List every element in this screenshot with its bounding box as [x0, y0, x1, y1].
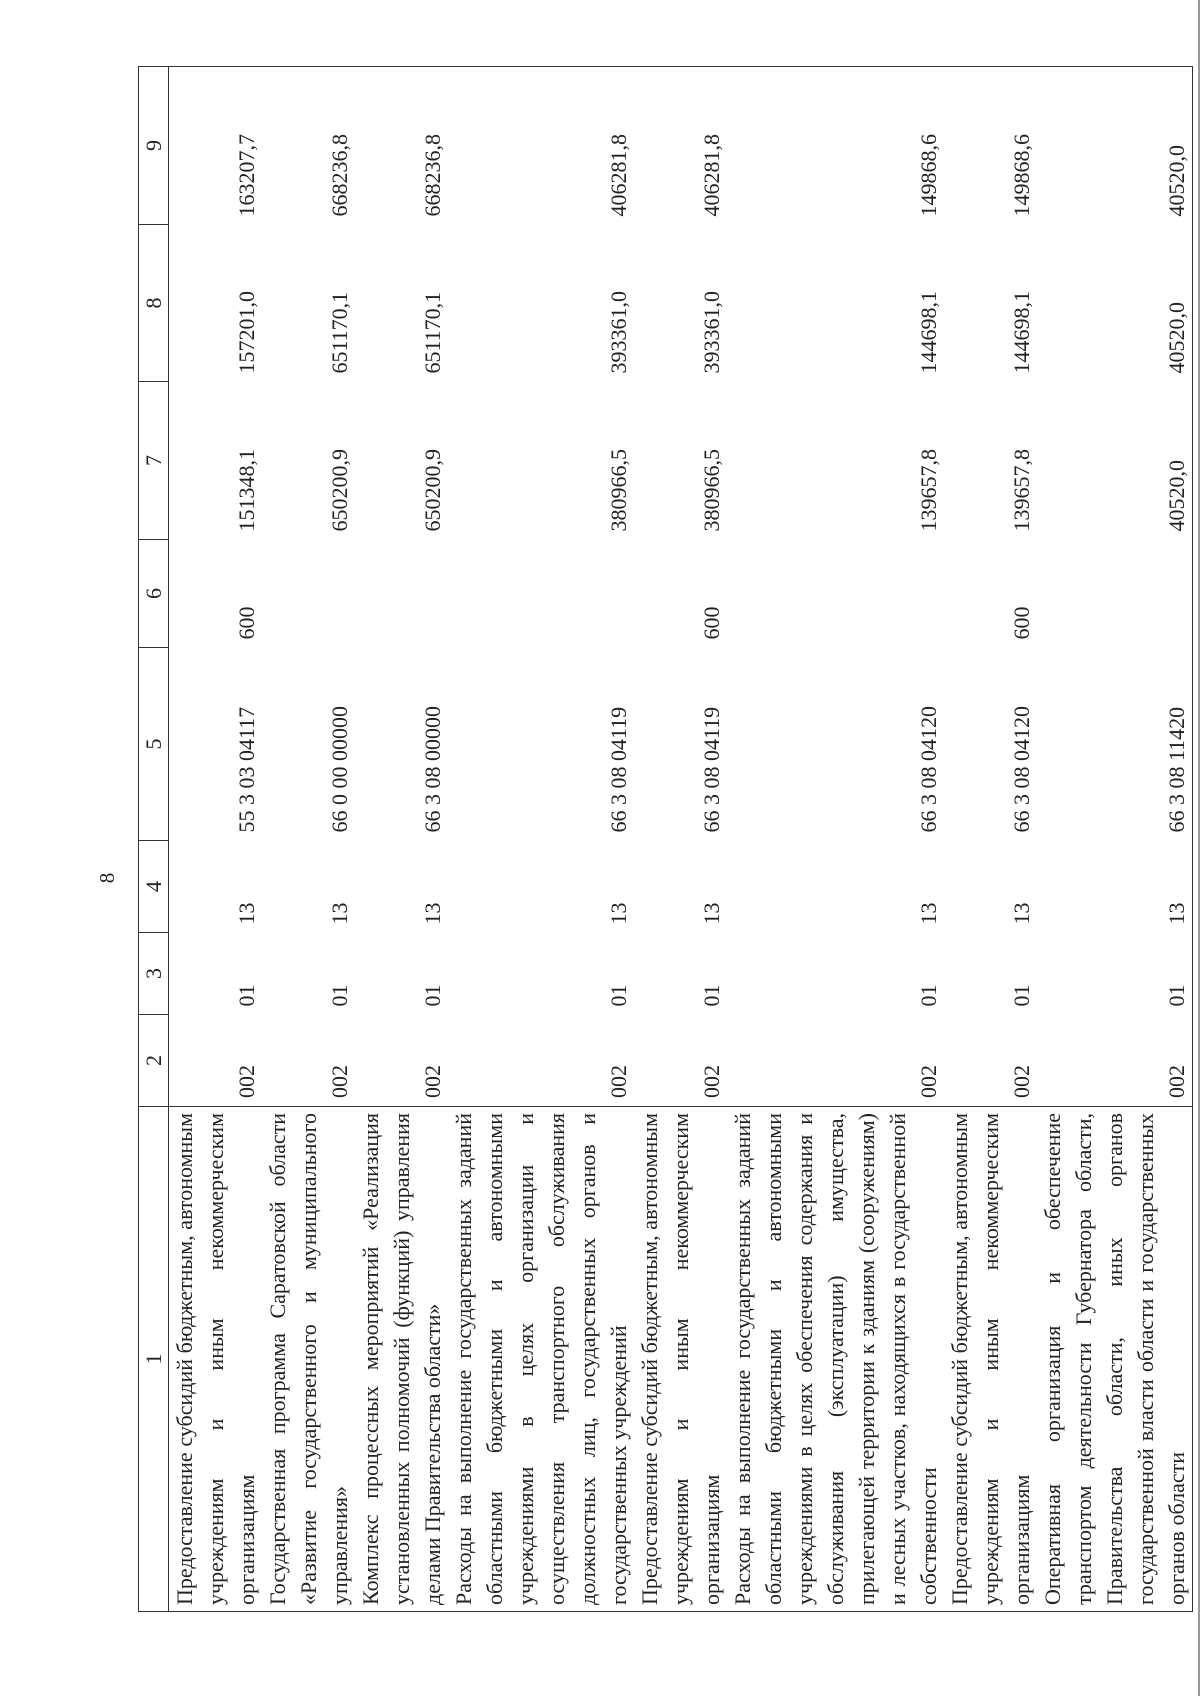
amount-cell: 144698,1	[1009, 291, 1034, 374]
table-row	[944, 67, 1037, 1612]
row-description: Предоставление субсидий бюджетным, автономным учреждениям и иным некоммерческим организациям	[634, 1107, 727, 1612]
row-description: Предоставление субсидий бюджетным, автономным учреждениям и иным некоммерческим организациям	[169, 1107, 263, 1612]
code-cell: 13	[916, 902, 941, 925]
code-cell: 600	[234, 606, 259, 640]
amount-cell: 40520,0	[1037, 382, 1193, 540]
code-cell: 002	[916, 1065, 941, 1098]
code-cell: 01	[234, 984, 259, 1007]
table-row	[355, 67, 448, 1612]
row-description: Расходы на выполнение государственных заданий областными бюджетными и автономными учреждениями в целях организации и осуществления транспортного обслуживания должностных лиц, государственных органов и государственных учреждений	[448, 1107, 634, 1612]
code-cell: 55 3 03 04117	[234, 706, 259, 833]
table-row	[1037, 67, 1193, 1612]
code-cell: 66 3 08 04119	[699, 706, 724, 833]
code-cell: 13	[420, 902, 445, 925]
amount-cell: 651170,1	[327, 291, 352, 374]
amount-cell: 650200,9	[327, 449, 352, 532]
code-cell: 66 3 08 04120	[1009, 706, 1034, 833]
amount-cell: 157201,0	[234, 291, 259, 374]
code-cell: 01	[420, 984, 445, 1007]
row-description: Расходы на выполнение государственных заданий областными бюджетными и автономными учреждениями в целях обеспечения содержания и обслуживания (эксплуатации) имущества, прилегающей территории к зданиям (сооружениям) и лесных участков, находящихся в государственной собственности	[727, 1107, 944, 1612]
page-number: 8	[95, 872, 119, 884]
column-header: 2	[139, 1015, 169, 1107]
amount-cell: 393361,0	[699, 291, 724, 374]
code-cell: 002	[327, 1065, 352, 1098]
amount-cell: 163207,7	[169, 67, 263, 225]
code-cell: 01	[1037, 933, 1193, 1015]
amount-cell: 151348,1	[234, 449, 259, 532]
amount-cell: 406281,8	[634, 67, 727, 225]
table-row	[262, 67, 355, 1612]
code-cell: 13	[699, 902, 724, 925]
column-header: 3	[139, 933, 169, 1015]
amount-cell: 144698,1	[916, 291, 941, 374]
table-row	[448, 67, 634, 1612]
code-cell: 66 3 08 04120	[916, 706, 941, 833]
row-description: Предоставление субсидий бюджетным, автономным учреждениям и иным некоммерческим организациям	[944, 1107, 1037, 1612]
code-cell: 002	[606, 1065, 631, 1098]
amount-cell: 406281,8	[448, 67, 634, 225]
amount-cell: 149868,6	[727, 67, 944, 225]
column-header: 8	[139, 225, 169, 382]
code-cell: 13	[234, 902, 259, 925]
column-header: 6	[139, 540, 169, 648]
amount-cell: 139657,8	[916, 449, 941, 532]
code-cell	[262, 540, 355, 648]
code-cell: 13	[1009, 902, 1034, 925]
rotated-table-container	[138, 67, 1194, 1612]
code-cell: 002	[699, 1065, 724, 1098]
code-cell: 01	[1009, 984, 1034, 1007]
row-description: Оперативная организация и обеспечение транспортом деятельности Губернатора области, Правительства области, иных органов государственной власти области и государственных органов области	[1037, 1107, 1193, 1612]
table-row	[634, 67, 727, 1612]
table-row	[727, 67, 944, 1612]
table-row	[169, 67, 263, 1612]
amount-cell: 393361,0	[606, 291, 631, 374]
code-cell: 13	[606, 902, 631, 925]
code-cell: 002	[420, 1065, 445, 1098]
code-cell: 13	[1037, 841, 1193, 933]
code-cell: 600	[699, 606, 724, 640]
amount-cell: 650200,9	[420, 449, 445, 532]
column-header: 4	[139, 841, 169, 933]
amount-cell: 380966,5	[606, 449, 631, 532]
column-header: 5	[139, 648, 169, 841]
code-cell: 002	[1009, 1065, 1034, 1098]
code-cell: 01	[916, 984, 941, 1007]
amount-cell: 668236,8	[262, 67, 355, 225]
amount-cell: 40520,0	[1037, 225, 1193, 382]
row-description: Комплекс процессных мероприятий «Реализация установленных полномочий (функций) управления делами Правительства области»	[355, 1107, 448, 1612]
code-cell: 66 0 00 00000	[327, 706, 352, 833]
code-cell: 002	[234, 1065, 259, 1098]
code-cell: 66 3 08 00000	[420, 706, 445, 833]
budget-table	[138, 66, 1193, 1612]
table-header-row	[139, 67, 169, 1612]
amount-cell: 149868,6	[944, 67, 1037, 225]
amount-cell: 139657,8	[1009, 449, 1034, 532]
code-cell	[727, 540, 944, 648]
amount-cell: 651170,1	[420, 291, 445, 374]
code-cell: 66 3 08 04119	[606, 706, 631, 833]
code-cell: 66 3 08 11420	[1037, 648, 1193, 841]
amount-cell: 380966,5	[699, 449, 724, 532]
code-cell	[1037, 540, 1193, 648]
column-header: 9	[139, 67, 169, 225]
amount-cell: 668236,8	[355, 67, 448, 225]
code-cell	[355, 540, 448, 648]
column-header: 7	[139, 382, 169, 540]
code-cell: 01	[699, 984, 724, 1007]
amount-cell: 40520,0	[1037, 67, 1193, 225]
code-cell: 01	[327, 984, 352, 1007]
code-cell: 13	[327, 902, 352, 925]
code-cell: 01	[606, 984, 631, 1007]
code-cell: 600	[1009, 606, 1034, 640]
code-cell: 002	[1037, 1015, 1193, 1107]
column-header: 1	[139, 1107, 169, 1612]
row-description: Государственная программа Саратовской области «Развитие государственного и муниципального управления»	[262, 1107, 355, 1612]
code-cell	[448, 540, 634, 648]
